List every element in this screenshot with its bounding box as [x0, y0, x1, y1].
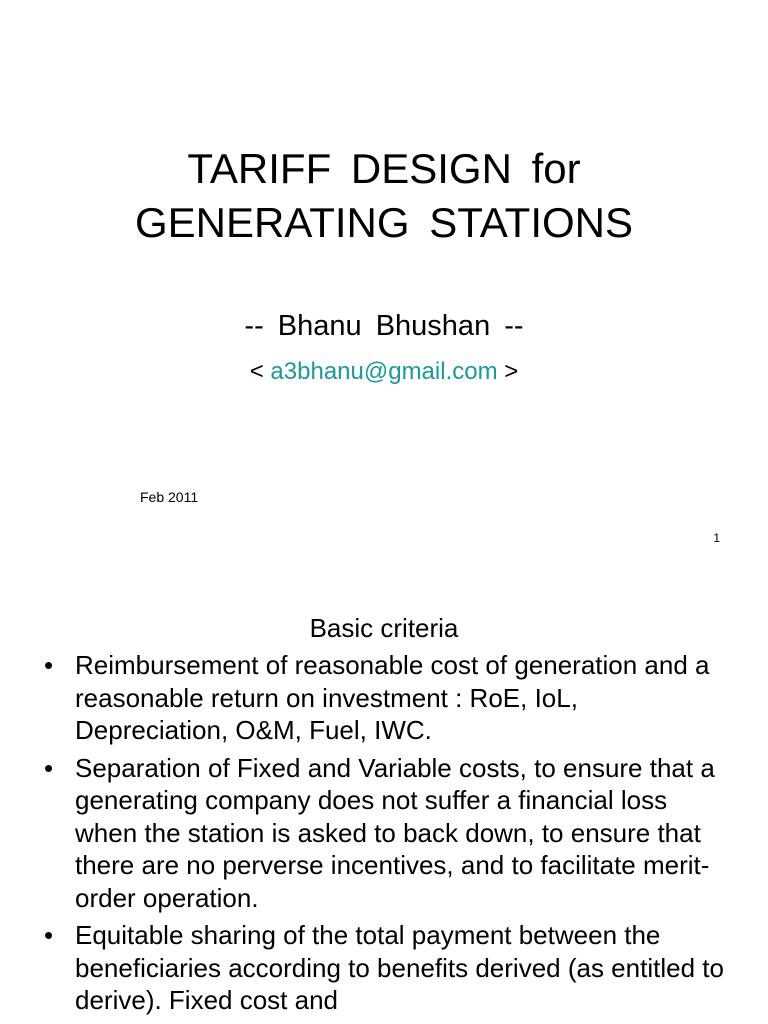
slide-heading: Basic criteria: [309, 613, 459, 643]
bullet-item: [44, 649, 734, 747]
bullet-text: Reimbursement of reasonable cost of generation and a reasonable return on investment : RoE, IoL, Depreciation, O&M, Fuel, IWC.: [75, 650, 710, 745]
bullet-text: Equitable sharing of the total payment between the beneficiaries according to benefits derived (as entitled to derive). Fixed cost and: [75, 920, 724, 1015]
bullet-item: [44, 919, 734, 1017]
author-name: -- Bhanu Bhushan --: [244, 310, 524, 342]
bullet-text: Separation of Fixed and Variable costs, to ensure that a generating company does not suffer a financial loss when the station is asked to back down, to ensure that there are no perverse incentives, and to facilitate merit-order operation.: [75, 752, 715, 913]
email-open-bracket: <: [249, 358, 271, 385]
title-line-1: TARIFF DESIGN for: [187, 145, 581, 192]
bullet-dot-icon: •: [44, 650, 54, 680]
title-line-2: GENERATING STATIONS: [134, 199, 634, 246]
email-line: [0, 356, 768, 388]
bullet-item: [44, 752, 734, 915]
slide-title: [0, 142, 768, 250]
slide-date: Feb 2011: [140, 489, 199, 505]
bullet-dot-icon: •: [44, 752, 54, 783]
bullet-list: [44, 649, 734, 1022]
bullet-dot-icon: •: [44, 920, 54, 950]
criteria-slide: [0, 576, 768, 1024]
email-close-bracket: >: [497, 358, 519, 385]
page-number: 1: [713, 531, 720, 545]
email-link[interactable]: a3bhanu@gmail.com: [270, 358, 498, 385]
